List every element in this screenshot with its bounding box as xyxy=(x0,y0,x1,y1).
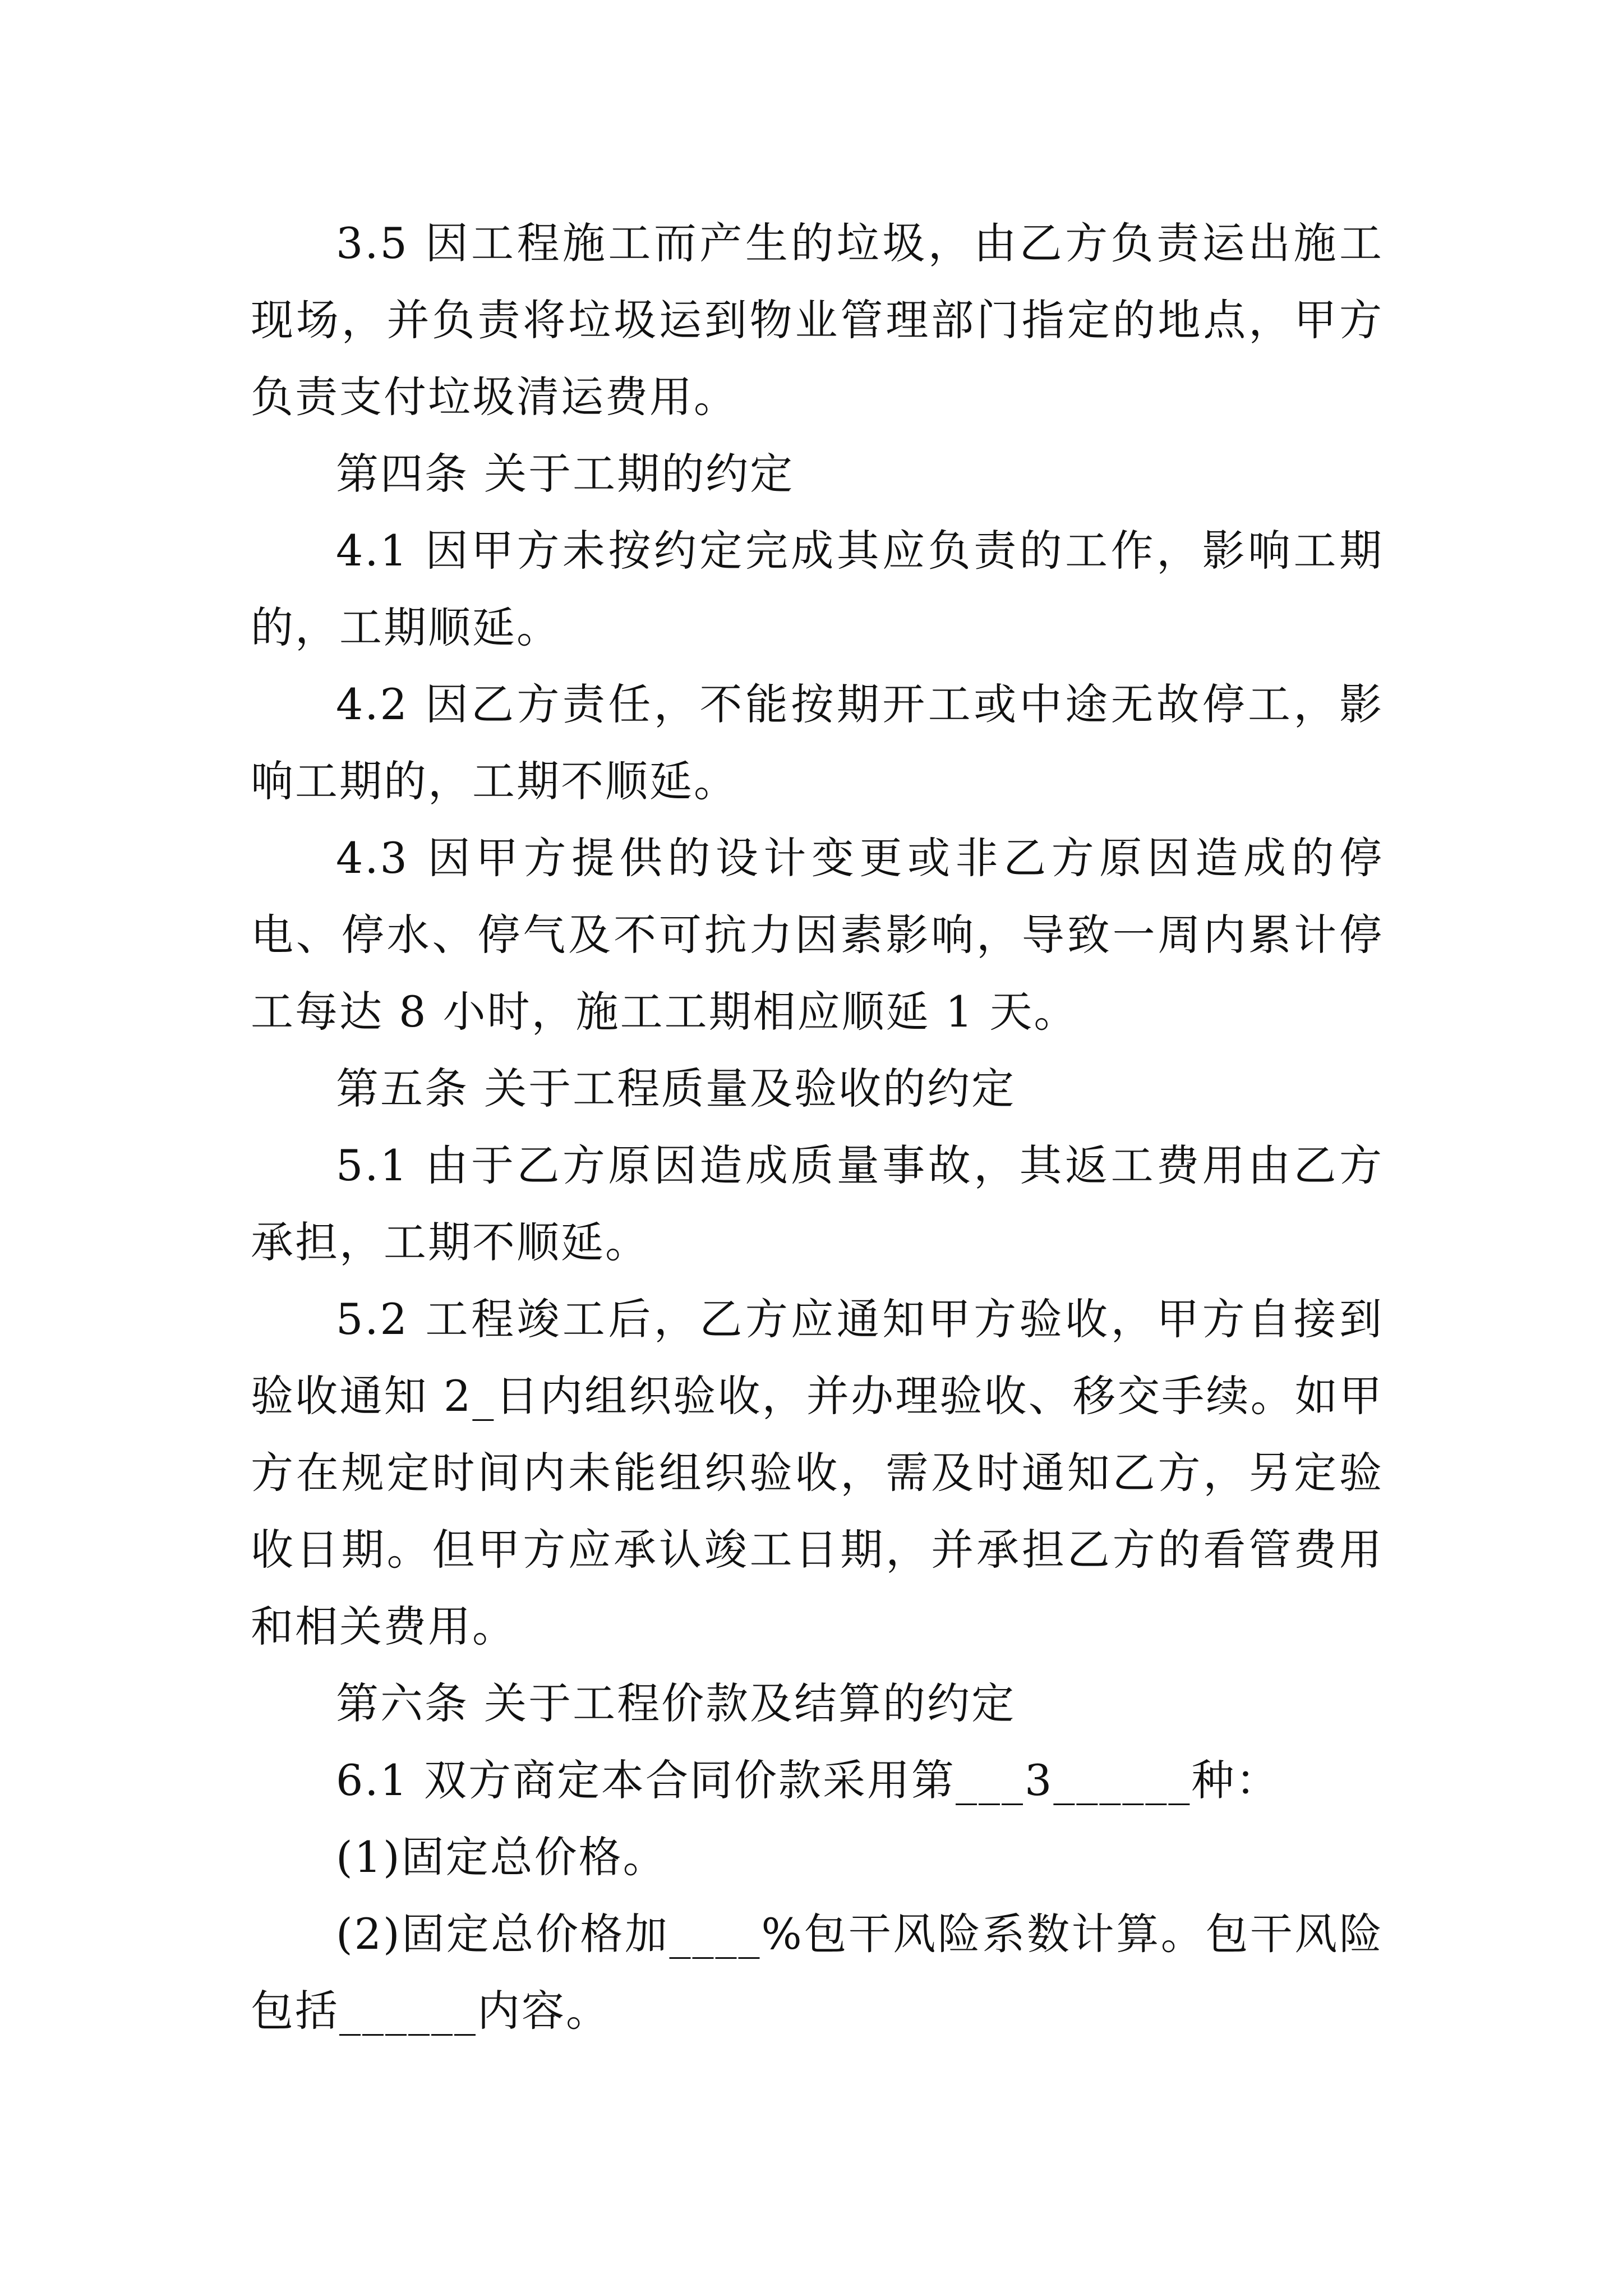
clause-3-5: 3.5 因工程施工而产生的垃圾，由乙方负责运出施工现场，并负责将垃圾运到物业管理部门指定的地点，甲方负责支付垃圾清运费用。 xyxy=(251,218,1384,422)
clause-5-1: 5.1 由于乙方原因造成质量事故，其返工费用由乙方承担，工期不顺延。 xyxy=(251,1140,1384,1267)
option-2: (2)固定总价格加____%包干风险系数计算。包干风险包括______内容。 xyxy=(251,1909,1384,2036)
article-6-heading: 第六条 关于工程价款及结算的约定 xyxy=(336,1678,1016,1728)
article-5-heading: 第五条 关于工程质量及验收的约定 xyxy=(336,1064,1016,1114)
document-body xyxy=(251,205,1384,2049)
clause-4-1: 4.1 因甲方未按约定完成其应负责的工作，影响工期的，工期顺延。 xyxy=(251,526,1384,652)
option-1: (1)固定总价格。 xyxy=(336,1832,667,1882)
clause-6-1: 6.1 双方商定本合同价款采用第___3______种： xyxy=(336,1755,1280,1805)
clause-4-2: 4.2 因乙方责任，不能按期开工或中途无故停工，影响工期的，工期不顺延。 xyxy=(251,679,1384,806)
clause-4-3: 4.3 因甲方提供的设计变更或非乙方原因造成的停电、停水、停气及不可抗力因素影响，导致一周内累计停工每达 8 小时，施工工期相应顺延 1 天。 xyxy=(251,833,1384,1037)
article-4-heading: 第四条 关于工期的约定 xyxy=(336,449,795,499)
clause-5-2: 5.2 工程竣工后，乙方应通知甲方验收，甲方自接到验收通知 2_日内组织验收，并办理验收、移交手续。如甲方在规定时间内未能组织验收，需及时通知乙方，另定验收日期。但甲方应承认竣工日期，并承担乙方的看管费用和相关费用。 xyxy=(251,1294,1384,1651)
